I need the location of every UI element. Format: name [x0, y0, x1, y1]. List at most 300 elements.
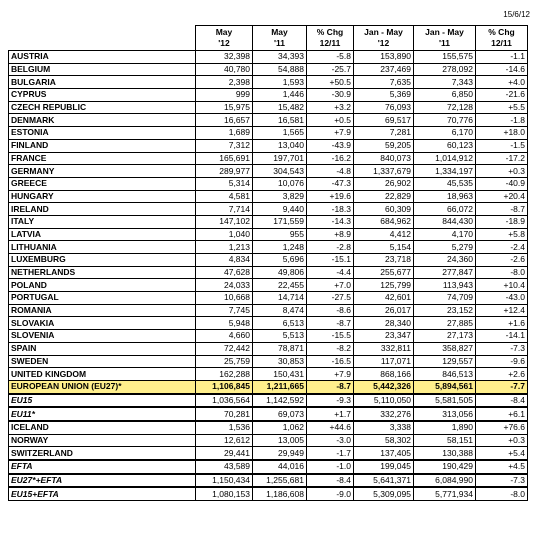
value-cell: 26,902	[354, 177, 414, 190]
country-name: EUROPEAN UNION (EU27)*	[9, 380, 196, 393]
value-cell: 32,398	[196, 51, 253, 64]
value-cell: 955	[253, 228, 307, 241]
value-cell: 4,834	[196, 254, 253, 267]
value-cell: 5,641,371	[354, 474, 414, 488]
value-cell: -3.0	[307, 434, 354, 447]
value-cell: -8.6	[307, 304, 354, 317]
header-blank	[9, 26, 196, 51]
value-cell: 30,853	[253, 355, 307, 368]
table-row	[9, 89, 528, 102]
registrations-table	[8, 25, 528, 501]
value-cell: 1,689	[196, 127, 253, 140]
value-cell: 47,628	[196, 266, 253, 279]
value-cell: 72,442	[196, 342, 253, 355]
value-cell: 12,612	[196, 434, 253, 447]
value-cell: +0.5	[307, 114, 354, 127]
table-row	[9, 330, 528, 343]
value-cell: 1,080,153	[196, 487, 253, 500]
value-cell: -4.8	[307, 165, 354, 178]
value-cell: +4.5	[476, 460, 528, 474]
table-row	[9, 76, 528, 89]
country-name: GREECE	[9, 177, 196, 190]
table-row	[9, 355, 528, 368]
value-cell: 25,759	[196, 355, 253, 368]
value-cell: -8.4	[476, 394, 528, 408]
country-name: SWITZERLAND	[9, 447, 196, 460]
value-cell: 26,017	[354, 304, 414, 317]
country-name: NORWAY	[9, 434, 196, 447]
table-row	[9, 474, 528, 488]
value-cell: 29,949	[253, 447, 307, 460]
header-text: Jan - May	[364, 27, 403, 37]
value-cell: -1.7	[307, 447, 354, 460]
value-cell: -8.7	[307, 317, 354, 330]
value-cell: -14.3	[307, 215, 354, 228]
country-name: ICELAND	[9, 421, 196, 434]
country-name: EU15+EFTA	[9, 487, 196, 500]
value-cell: 117,071	[354, 355, 414, 368]
value-cell: 10,076	[253, 177, 307, 190]
value-cell: -8.7	[307, 380, 354, 393]
value-cell: -43.0	[476, 292, 528, 305]
table-row	[9, 380, 528, 393]
value-cell: 171,559	[253, 215, 307, 228]
table-row	[9, 152, 528, 165]
table-row	[9, 114, 528, 127]
value-cell: 28,340	[354, 317, 414, 330]
table-row	[9, 63, 528, 76]
value-cell: 150,431	[253, 368, 307, 381]
country-name: ESTONIA	[9, 127, 196, 140]
country-name: EU11*	[9, 407, 196, 421]
value-cell: -9.0	[307, 487, 354, 500]
header-text: '12	[218, 38, 230, 48]
value-cell: 23,347	[354, 330, 414, 343]
table-row	[9, 368, 528, 381]
table-row	[9, 342, 528, 355]
country-name: CZECH REPUBLIC	[9, 101, 196, 114]
value-cell: -43.9	[307, 139, 354, 152]
value-cell: +3.2	[307, 101, 354, 114]
value-cell: 78,871	[253, 342, 307, 355]
value-cell: 237,469	[354, 63, 414, 76]
country-name: FINLAND	[9, 139, 196, 152]
value-cell: +0.3	[476, 165, 528, 178]
value-cell: 69,073	[253, 407, 307, 421]
country-name: SLOVENIA	[9, 330, 196, 343]
value-cell: 5,369	[354, 89, 414, 102]
table-row	[9, 266, 528, 279]
table-row	[9, 434, 528, 447]
table-row	[9, 51, 528, 64]
value-cell: 137,405	[354, 447, 414, 460]
value-cell: -5.8	[307, 51, 354, 64]
value-cell: +0.3	[476, 434, 528, 447]
value-cell: 1,565	[253, 127, 307, 140]
value-cell: +6.1	[476, 407, 528, 421]
value-cell: +2.6	[476, 368, 528, 381]
value-cell: 13,040	[253, 139, 307, 152]
value-cell: -30.9	[307, 89, 354, 102]
country-name: SWEDEN	[9, 355, 196, 368]
value-cell: -7.3	[476, 474, 528, 488]
table-row	[9, 139, 528, 152]
value-cell: 58,302	[354, 434, 414, 447]
header-text: % Chg	[316, 27, 344, 37]
value-cell: 999	[196, 89, 253, 102]
value-cell: 332,276	[354, 407, 414, 421]
table-row	[9, 241, 528, 254]
value-cell: +5.8	[476, 228, 528, 241]
value-cell: 5,513	[253, 330, 307, 343]
table-row	[9, 487, 528, 500]
header-cell	[354, 26, 414, 51]
value-cell: -27.5	[307, 292, 354, 305]
value-cell: 846,513	[414, 368, 476, 381]
value-cell: 2,398	[196, 76, 253, 89]
country-name: GERMANY	[9, 165, 196, 178]
header-text: '11	[273, 38, 285, 48]
value-cell: +7.9	[307, 368, 354, 381]
country-name: EU15	[9, 394, 196, 408]
value-cell: 162,288	[196, 368, 253, 381]
value-cell: 14,714	[253, 292, 307, 305]
value-cell: 10,668	[196, 292, 253, 305]
header-cell	[307, 26, 354, 51]
country-name: CYPRUS	[9, 89, 196, 102]
value-cell: +20.4	[476, 190, 528, 203]
value-cell: -40.9	[476, 177, 528, 190]
table-row	[9, 228, 528, 241]
value-cell: 1,337,679	[354, 165, 414, 178]
header-cell	[253, 26, 307, 51]
value-cell: +12.4	[476, 304, 528, 317]
header-cell	[476, 26, 528, 51]
country-name: SPAIN	[9, 342, 196, 355]
value-cell: +1.7	[307, 407, 354, 421]
value-cell: 15,482	[253, 101, 307, 114]
value-cell: 24,033	[196, 279, 253, 292]
value-cell: -1.5	[476, 139, 528, 152]
value-cell: 197,701	[253, 152, 307, 165]
country-name: ROMANIA	[9, 304, 196, 317]
header-cell	[414, 26, 476, 51]
value-cell: -15.5	[307, 330, 354, 343]
table-body	[9, 51, 528, 501]
value-cell: 4,412	[354, 228, 414, 241]
value-cell: 3,829	[253, 190, 307, 203]
value-cell: 4,660	[196, 330, 253, 343]
country-name: LITHUANIA	[9, 241, 196, 254]
value-cell: 1,186,608	[253, 487, 307, 500]
value-cell: 54,888	[253, 63, 307, 76]
value-cell: 43,589	[196, 460, 253, 474]
value-cell: 7,343	[414, 76, 476, 89]
value-cell: +5.5	[476, 101, 528, 114]
value-cell: 72,128	[414, 101, 476, 114]
table-row	[9, 292, 528, 305]
value-cell: 130,388	[414, 447, 476, 460]
value-cell: 129,557	[414, 355, 476, 368]
header-text: May	[271, 27, 288, 37]
value-cell: 684,962	[354, 215, 414, 228]
value-cell: -14.1	[476, 330, 528, 343]
value-cell: 5,309,095	[354, 487, 414, 500]
value-cell: 59,205	[354, 139, 414, 152]
value-cell: 27,885	[414, 317, 476, 330]
value-cell: -9.3	[307, 394, 354, 408]
country-name: EFTA	[9, 460, 196, 474]
value-cell: +4.0	[476, 76, 528, 89]
value-cell: 1,014,912	[414, 152, 476, 165]
value-cell: 125,799	[354, 279, 414, 292]
value-cell: -18.3	[307, 203, 354, 216]
value-cell: 22,829	[354, 190, 414, 203]
value-cell: 5,771,934	[414, 487, 476, 500]
value-cell: 5,154	[354, 241, 414, 254]
value-cell: 42,601	[354, 292, 414, 305]
value-cell: 7,312	[196, 139, 253, 152]
value-cell: +8.9	[307, 228, 354, 241]
value-cell: 76,093	[354, 101, 414, 114]
value-cell: +50.5	[307, 76, 354, 89]
country-name: BULGARIA	[9, 76, 196, 89]
value-cell: 5,894,561	[414, 380, 476, 393]
value-cell: 5,948	[196, 317, 253, 330]
table-row	[9, 304, 528, 317]
value-cell: -4.4	[307, 266, 354, 279]
value-cell: 7,745	[196, 304, 253, 317]
value-cell: 1,142,592	[253, 394, 307, 408]
value-cell: 4,581	[196, 190, 253, 203]
table-row	[9, 407, 528, 421]
value-cell: 313,056	[414, 407, 476, 421]
value-cell: 24,360	[414, 254, 476, 267]
value-cell: +19.6	[307, 190, 354, 203]
value-cell: +76.6	[476, 421, 528, 434]
value-cell: 16,581	[253, 114, 307, 127]
table-row	[9, 101, 528, 114]
table-row	[9, 394, 528, 408]
value-cell: +18.0	[476, 127, 528, 140]
value-cell: 1,593	[253, 76, 307, 89]
country-name: BELGIUM	[9, 63, 196, 76]
value-cell: 1,890	[414, 421, 476, 434]
value-cell: 199,045	[354, 460, 414, 474]
value-cell: -8.7	[476, 203, 528, 216]
value-cell: 255,677	[354, 266, 414, 279]
value-cell: 15,975	[196, 101, 253, 114]
value-cell: 60,123	[414, 139, 476, 152]
value-cell: 49,806	[253, 266, 307, 279]
table-row	[9, 190, 528, 203]
value-cell: 34,393	[253, 51, 307, 64]
table-row	[9, 421, 528, 434]
value-cell: 332,811	[354, 342, 414, 355]
value-cell: 23,152	[414, 304, 476, 317]
value-cell: 6,084,990	[414, 474, 476, 488]
value-cell: 5,279	[414, 241, 476, 254]
value-cell: 58,151	[414, 434, 476, 447]
header-text: Jan - May	[425, 27, 464, 37]
value-cell: -7.3	[476, 342, 528, 355]
value-cell: 358,827	[414, 342, 476, 355]
country-name: UNITED KINGDOM	[9, 368, 196, 381]
value-cell: 45,535	[414, 177, 476, 190]
header-text: '11	[438, 38, 450, 48]
value-cell: 7,635	[354, 76, 414, 89]
value-cell: 5,110,050	[354, 394, 414, 408]
value-cell: 5,581,505	[414, 394, 476, 408]
value-cell: -16.5	[307, 355, 354, 368]
value-cell: 6,513	[253, 317, 307, 330]
value-cell: -9.6	[476, 355, 528, 368]
value-cell: -1.1	[476, 51, 528, 64]
value-cell: +7.0	[307, 279, 354, 292]
value-cell: 5,696	[253, 254, 307, 267]
value-cell: 1,446	[253, 89, 307, 102]
value-cell: +44.6	[307, 421, 354, 434]
header-text: 12/11	[319, 38, 341, 48]
value-cell: 5,442,326	[354, 380, 414, 393]
value-cell: +7.9	[307, 127, 354, 140]
value-cell: -14.6	[476, 63, 528, 76]
value-cell: 1,211,665	[253, 380, 307, 393]
country-name: DENMARK	[9, 114, 196, 127]
value-cell: 1,248	[253, 241, 307, 254]
value-cell: 27,173	[414, 330, 476, 343]
value-cell: 8,474	[253, 304, 307, 317]
value-cell: +1.6	[476, 317, 528, 330]
value-cell: 70,776	[414, 114, 476, 127]
value-cell: -25.7	[307, 63, 354, 76]
value-cell: 1,213	[196, 241, 253, 254]
country-name: PORTUGAL	[9, 292, 196, 305]
header-text: 12/11	[491, 38, 512, 48]
value-cell: 7,281	[354, 127, 414, 140]
country-name: LATVIA	[9, 228, 196, 241]
table-row	[9, 447, 528, 460]
value-cell: 165,691	[196, 152, 253, 165]
value-cell: -8.2	[307, 342, 354, 355]
country-name: AUSTRIA	[9, 51, 196, 64]
value-cell: -47.3	[307, 177, 354, 190]
value-cell: 289,977	[196, 165, 253, 178]
value-cell: 70,281	[196, 407, 253, 421]
value-cell: 4,170	[414, 228, 476, 241]
value-cell: 1,150,434	[196, 474, 253, 488]
value-cell: 3,338	[354, 421, 414, 434]
value-cell: 60,309	[354, 203, 414, 216]
value-cell: -15.1	[307, 254, 354, 267]
header-cell	[196, 26, 253, 51]
value-cell: 155,575	[414, 51, 476, 64]
country-name: FRANCE	[9, 152, 196, 165]
value-cell: 1,536	[196, 421, 253, 434]
value-cell: 6,850	[414, 89, 476, 102]
table-row	[9, 460, 528, 474]
value-cell: -1.0	[307, 460, 354, 474]
value-cell: -17.2	[476, 152, 528, 165]
table-row	[9, 177, 528, 190]
value-cell: 1,062	[253, 421, 307, 434]
value-cell: 147,102	[196, 215, 253, 228]
table-row	[9, 165, 528, 178]
value-cell: 23,718	[354, 254, 414, 267]
value-cell: -1.8	[476, 114, 528, 127]
value-cell: 278,092	[414, 63, 476, 76]
value-cell: -8.0	[476, 266, 528, 279]
value-cell: 6,170	[414, 127, 476, 140]
table-row	[9, 254, 528, 267]
value-cell: 153,890	[354, 51, 414, 64]
value-cell: -2.6	[476, 254, 528, 267]
value-cell: +10.4	[476, 279, 528, 292]
value-cell: 40,780	[196, 63, 253, 76]
value-cell: 22,455	[253, 279, 307, 292]
value-cell: -8.0	[476, 487, 528, 500]
country-name: NETHERLANDS	[9, 266, 196, 279]
country-name: IRELAND	[9, 203, 196, 216]
header-text: % Chg	[488, 27, 515, 37]
value-cell: 44,016	[253, 460, 307, 474]
value-cell: 7,714	[196, 203, 253, 216]
value-cell: -2.8	[307, 241, 354, 254]
table-row	[9, 215, 528, 228]
value-cell: 304,543	[253, 165, 307, 178]
value-cell: 113,943	[414, 279, 476, 292]
value-cell: 69,517	[354, 114, 414, 127]
value-cell: 9,440	[253, 203, 307, 216]
value-cell: +5.4	[476, 447, 528, 460]
value-cell: 190,429	[414, 460, 476, 474]
value-cell: 13,005	[253, 434, 307, 447]
value-cell: -8.4	[307, 474, 354, 488]
table-row	[9, 317, 528, 330]
value-cell: -18.9	[476, 215, 528, 228]
value-cell: 1,036,564	[196, 394, 253, 408]
table-header-row	[9, 26, 528, 51]
header-text: '12	[377, 38, 390, 48]
value-cell: 16,657	[196, 114, 253, 127]
value-cell: 840,073	[354, 152, 414, 165]
header-text: May	[215, 27, 233, 37]
value-cell: 1,040	[196, 228, 253, 241]
value-cell: 5,314	[196, 177, 253, 190]
table-row	[9, 203, 528, 216]
country-name: SLOVAKIA	[9, 317, 196, 330]
value-cell: -21.6	[476, 89, 528, 102]
table-row	[9, 127, 528, 140]
value-cell: -16.2	[307, 152, 354, 165]
value-cell: 844,430	[414, 215, 476, 228]
value-cell: 29,441	[196, 447, 253, 460]
value-cell: 277,847	[414, 266, 476, 279]
report-date: 15/6/12	[503, 10, 530, 19]
value-cell: 18,963	[414, 190, 476, 203]
country-name: POLAND	[9, 279, 196, 292]
table-row	[9, 279, 528, 292]
value-cell: -2.4	[476, 241, 528, 254]
value-cell: 1,255,681	[253, 474, 307, 488]
value-cell: 868,166	[354, 368, 414, 381]
country-name: ITALY	[9, 215, 196, 228]
country-name: HUNGARY	[9, 190, 196, 203]
country-name: LUXEMBURG	[9, 254, 196, 267]
value-cell: 1,334,197	[414, 165, 476, 178]
value-cell: 74,709	[414, 292, 476, 305]
value-cell: 1,106,845	[196, 380, 253, 393]
